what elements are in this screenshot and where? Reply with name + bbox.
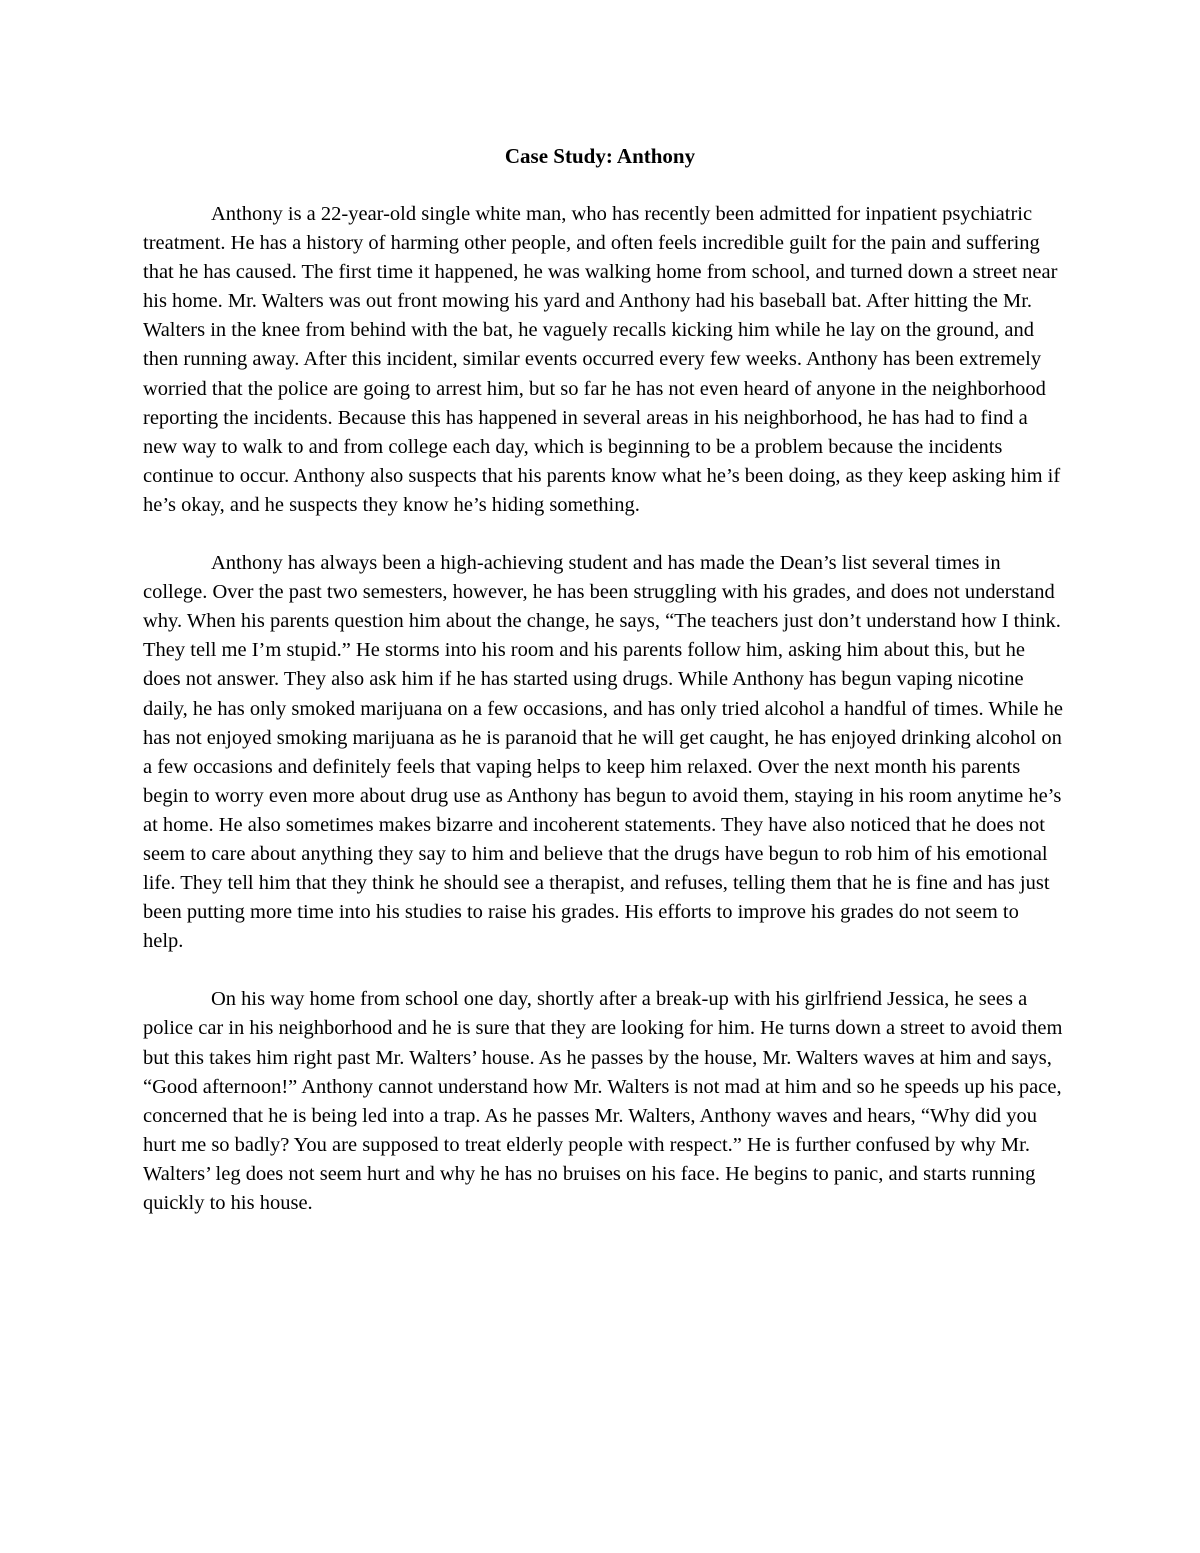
paragraph-1: Anthony is a 22-year-old single white man, who has recently been admitted for inpatient psychiatric treatment. He has a history of harming other people, and often feels incredible guilt for the pain and suffering that he has caused. The first time it happened, he was walking home from school, and turned down a street near his home. Mr. Walters was out front mowing his yard and Anthony had his baseball bat. After hitting the Mr. Walters in the knee from behind with the bat, he vaguely recalls kicking him while he lay on the ground, and then running away. After this incident, similar events occurred every few weeks. Anthony has been extremely worried that the police are going to arrest him, but so far he has not even heard of anyone in the neighborhood reporting the incidents. Because this has happened in several areas in his neighborhood, he has had to find a new way to walk to and from college each day, which is beginning to be a problem because the incidents continue to occur. Anthony also suspects that his parents know what he’s been doing, as they keep asking him if he’s okay, and he suspects they know he’s hiding something. <box>143 203 1061 516</box>
paragraph-3: On his way home from school one day, shortly after a break-up with his girlfriend Jessica, he sees a police car in his neighborhood and he is sure that they are looking for him. He turns down a street to avoid them but this takes him right past Mr. Walters’ house. As he passes by the house, Mr. Walters waves at him and says, “Good afternoon!” Anthony cannot understand how Mr. Walters is not mad at him and so he speeds up his pace, concerned that he is being led into a trap. As he passes Mr. Walters, Anthony waves and hears, “Why did you hurt me so badly? You are supposed to treat elderly people with respect.” He is further confused by why Mr. Walters’ leg does not seem hurt and why he has no bruises on his face. He begins to panic, and starts running quickly to his house. <box>143 988 1063 1214</box>
document-title: Case Study: Anthony <box>504 144 696 168</box>
paragraph-2: Anthony has always been a high-achieving student and has made the Dean’s list several times in college. Over the past two semesters, however, he has been struggling with his grades, and does not understand why. When his parents question him about the change, he says, “The teachers just don’t understand how I think. They tell me I’m stupid.” He storms into his room and his parents follow him, asking him about this, but he does not answer. They also ask him if he has started using drugs. While Anthony has begun vaping nicotine daily, he has only smoked marijuana on a few occasions, and has only tried alcohol a handful of times. While he has not enjoyed smoking marijuana as he is paranoid that he will get caught, he has enjoyed drinking alcohol on a few occasions and definitely feels that vaping helps to keep him relaxed. Over the next month his parents begin to worry even more about drug use as Anthony has begun to avoid them, staying in his room anytime he’s at home. He also sometimes makes bizarre and incoherent statements. They have also noticed that he does not seem to care about anything they say to him and believe that the drugs have begun to rob him of his emotional life. They tell him that they think he should see a therapist, and refuses, telling them that he is fine and has just been putting more time into his studies to raise his grades. His efforts to improve his grades do not seem to help. <box>143 552 1063 953</box>
document-body <box>143 200 1063 1247</box>
